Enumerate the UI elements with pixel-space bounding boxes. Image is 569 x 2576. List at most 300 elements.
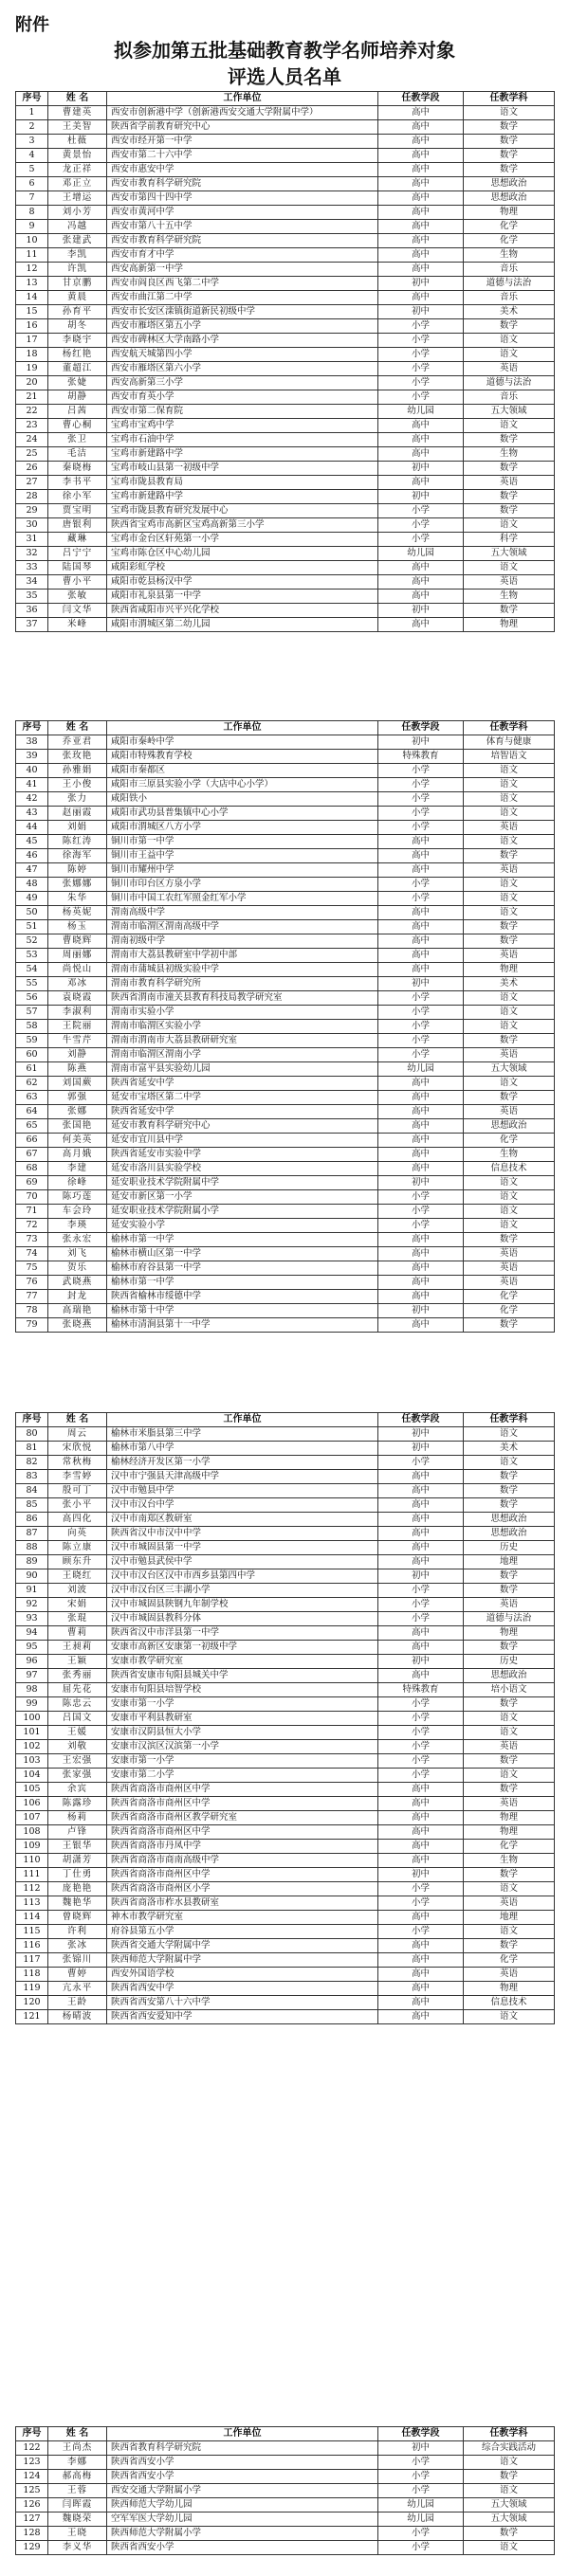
row-number: 44 (16, 821, 48, 835)
work-unit: 汉中市汉台区三丰湖小学 (107, 1584, 378, 1598)
teaching-subject: 英语 (464, 1740, 555, 1754)
person-name: 张家强 (48, 1769, 107, 1783)
teaching-stage: 高中 (378, 263, 464, 277)
row-number: 107 (16, 1811, 48, 1825)
work-unit: 咸阳彩虹学校 (107, 561, 378, 575)
table-row (16, 821, 555, 835)
teaching-subject: 化学 (464, 1953, 555, 1968)
teaching-stage: 初中 (378, 1176, 464, 1190)
teaching-stage: 高中 (378, 1484, 464, 1498)
work-unit: 神木市教学研究室 (107, 1911, 378, 1925)
teaching-stage: 小学 (378, 1598, 464, 1612)
teaching-subject: 物理 (464, 1825, 555, 1840)
work-unit: 陕西省延安中学 (107, 1105, 378, 1119)
teaching-stage: 高中 (378, 1825, 464, 1840)
table-row (16, 1939, 555, 1953)
work-unit: 西安市碑林区大学南路小学 (107, 334, 378, 348)
teaching-stage: 特殊教育 (378, 1683, 464, 1697)
teaching-stage: 高中 (378, 618, 464, 632)
table-row (16, 604, 555, 618)
work-unit: 陕西省西安小学 (107, 2541, 378, 2555)
table-row (16, 334, 555, 348)
table-row (16, 1541, 555, 1555)
person-name: 陈立康 (48, 1541, 107, 1555)
row-number: 83 (16, 1470, 48, 1484)
table-row (16, 906, 555, 920)
teaching-stage: 幼儿园 (378, 547, 464, 561)
person-name: 王媛 (48, 1726, 107, 1740)
teaching-stage: 小学 (378, 807, 464, 821)
row-number: 17 (16, 334, 48, 348)
row-number: 112 (16, 1882, 48, 1896)
table-row (16, 1896, 555, 1911)
teaching-subject: 英语 (464, 1105, 555, 1119)
teaching-subject: 数学 (464, 319, 555, 334)
teaching-stage: 小学 (378, 1726, 464, 1740)
table-row (16, 1119, 555, 1134)
work-unit: 咸阳市特殊教育学校 (107, 750, 378, 764)
teaching-subject: 数学 (464, 1783, 555, 1797)
work-unit: 延安市洛川县实验学校 (107, 1162, 378, 1176)
teaching-stage: 高中 (378, 1105, 464, 1119)
row-number: 3 (16, 135, 48, 149)
teaching-subject: 物理 (464, 618, 555, 632)
teaching-subject: 数学 (464, 120, 555, 135)
work-unit: 陕西省渭南市潼关县教育科技局教学研究室 (107, 991, 378, 1006)
teaching-subject: 数学 (464, 1034, 555, 1048)
teaching-subject: 五大领域 (464, 405, 555, 419)
work-unit: 渭南市教育科学研究所 (107, 977, 378, 991)
teaching-stage: 小学 (378, 533, 464, 547)
row-number: 6 (16, 177, 48, 191)
table-row (16, 1968, 555, 1982)
teaching-subject: 美术 (464, 1442, 555, 1456)
table-row (16, 1498, 555, 1513)
teaching-stage: 初中 (378, 462, 464, 476)
work-unit: 安康市第一小学 (107, 1754, 378, 1769)
person-name: 陈忠云 (48, 1697, 107, 1712)
table-row (16, 561, 555, 575)
work-unit: 渭南初级中学 (107, 934, 378, 949)
work-unit: 渭南市实验小学 (107, 1006, 378, 1020)
work-unit: 陕西省安康市旬阳县城关中学 (107, 1669, 378, 1683)
row-number: 18 (16, 348, 48, 362)
person-name: 尚悦山 (48, 963, 107, 977)
teaching-stage: 高中 (378, 1077, 464, 1091)
teaching-stage: 小学 (378, 1020, 464, 1034)
work-unit: 府谷县第五小学 (107, 1925, 378, 1939)
teaching-stage: 高中 (378, 1996, 464, 2010)
teaching-stage: 小学 (378, 821, 464, 835)
table-row (16, 1219, 555, 1233)
work-unit: 延安实验小学 (107, 1219, 378, 1233)
teaching-subject: 语文 (464, 1712, 555, 1726)
row-number: 105 (16, 1783, 48, 1797)
work-unit: 西安市第二十六中学 (107, 149, 378, 163)
teaching-stage: 小学 (378, 1754, 464, 1769)
teaching-stage: 高中 (378, 1276, 464, 1290)
row-number: 73 (16, 1233, 48, 1247)
row-number: 22 (16, 405, 48, 419)
table-row (16, 1825, 555, 1840)
person-name: 亢永平 (48, 1982, 107, 1996)
table-row (16, 1048, 555, 1062)
teaching-stage: 高中 (378, 163, 464, 177)
person-name: 张建武 (48, 234, 107, 248)
teaching-stage: 高中 (378, 949, 464, 963)
table-row (16, 1569, 555, 1584)
person-name: 王蓉 (48, 2484, 107, 2498)
row-number: 63 (16, 1091, 48, 1105)
row-number: 8 (16, 206, 48, 220)
person-name: 曹小平 (48, 575, 107, 590)
work-unit: 西安交通大学附属小学 (107, 2484, 378, 2498)
row-number: 7 (16, 191, 48, 206)
teaching-subject: 生物 (464, 248, 555, 263)
teaching-subject: 化学 (464, 1290, 555, 1304)
row-number: 53 (16, 949, 48, 963)
row-number: 65 (16, 1119, 48, 1134)
row-number: 104 (16, 1769, 48, 1783)
person-name: 刘敬 (48, 1740, 107, 1754)
header-stage: 任教学段 (378, 92, 464, 106)
teaching-subject: 语文 (464, 518, 555, 533)
work-unit: 安康市汉滨区汉滨第一小学 (107, 1740, 378, 1754)
row-number: 91 (16, 1584, 48, 1598)
row-number: 100 (16, 1712, 48, 1726)
person-name: 张秀丽 (48, 1669, 107, 1683)
teaching-stage: 幼儿园 (378, 2498, 464, 2513)
teaching-subject: 数学 (464, 1484, 555, 1498)
row-number: 39 (16, 750, 48, 764)
row-number: 36 (16, 604, 48, 618)
teaching-subject: 英语 (464, 1968, 555, 1982)
table-row (16, 1683, 555, 1697)
name-list-table-1 (15, 91, 555, 632)
row-number: 15 (16, 305, 48, 319)
person-name: 杨玉 (48, 920, 107, 934)
row-number: 10 (16, 234, 48, 248)
person-name: 王龄 (48, 1996, 107, 2010)
teaching-subject: 语文 (464, 334, 555, 348)
teaching-subject: 数学 (464, 149, 555, 163)
person-name: 许凯 (48, 263, 107, 277)
teaching-stage: 高中 (378, 1939, 464, 1953)
teaching-subject: 数学 (464, 1584, 555, 1598)
teaching-subject: 英语 (464, 575, 555, 590)
work-unit: 榆林市清涧县第十一中学 (107, 1318, 378, 1333)
teaching-stage: 高中 (378, 476, 464, 490)
table-row (16, 1247, 555, 1261)
row-number: 29 (16, 504, 48, 518)
teaching-subject: 语文 (464, 764, 555, 778)
row-number: 89 (16, 1555, 48, 1569)
teaching-subject: 英语 (464, 1276, 555, 1290)
teaching-stage: 高中 (378, 1911, 464, 1925)
teaching-subject: 英语 (464, 1247, 555, 1261)
table-row (16, 490, 555, 504)
table-row (16, 1062, 555, 1077)
row-number: 127 (16, 2513, 48, 2527)
table-row (16, 1105, 555, 1119)
row-number: 101 (16, 1726, 48, 1740)
table-row (16, 234, 555, 248)
work-unit: 咸阳市秦岭中学 (107, 735, 378, 750)
person-name: 曹心桐 (48, 419, 107, 433)
header-unit: 工作单位 (107, 721, 378, 735)
row-number: 119 (16, 1982, 48, 1996)
teaching-subject: 科学 (464, 533, 555, 547)
row-number: 77 (16, 1290, 48, 1304)
row-number: 123 (16, 2456, 48, 2470)
table-row (16, 1769, 555, 1783)
work-unit: 陕西省交通大学附属中学 (107, 1939, 378, 1953)
teaching-subject: 五大领域 (464, 1062, 555, 1077)
teaching-stage: 幼儿园 (378, 405, 464, 419)
table-row (16, 1484, 555, 1498)
table-row (16, 1754, 555, 1769)
table-row (16, 2513, 555, 2527)
table-row (16, 163, 555, 177)
row-number: 70 (16, 1190, 48, 1205)
work-unit: 榆林市第十中学 (107, 1304, 378, 1318)
teaching-subject: 数学 (464, 1697, 555, 1712)
table-row (16, 792, 555, 807)
work-unit: 渭南市临渭区实验小学 (107, 1020, 378, 1034)
teaching-stage: 高中 (378, 433, 464, 447)
row-number: 68 (16, 1162, 48, 1176)
teaching-stage: 高中 (378, 1626, 464, 1641)
row-number: 4 (16, 149, 48, 163)
work-unit: 陕西省汉中市洋县第一中学 (107, 1626, 378, 1641)
teaching-subject: 物理 (464, 1982, 555, 1996)
row-number: 108 (16, 1825, 48, 1840)
teaching-subject: 生物 (464, 590, 555, 604)
person-name: 王小俊 (48, 778, 107, 792)
work-unit: 汉中市城固县陕钢九年制学校 (107, 1598, 378, 1612)
row-number: 51 (16, 920, 48, 934)
table-row (16, 106, 555, 120)
person-name: 袁晓霞 (48, 991, 107, 1006)
teaching-subject: 英语 (464, 949, 555, 963)
teaching-stage: 小学 (378, 778, 464, 792)
teaching-subject: 物理 (464, 206, 555, 220)
teaching-stage: 初中 (378, 2441, 464, 2456)
attachment-label: 附件 (15, 15, 49, 35)
person-name: 吕宁宁 (48, 547, 107, 561)
row-number: 11 (16, 248, 48, 263)
person-name: 郝高梅 (48, 2470, 107, 2484)
teaching-subject: 英语 (464, 1797, 555, 1811)
person-name: 吕茜 (48, 405, 107, 419)
teaching-subject: 英语 (464, 1048, 555, 1062)
work-unit: 渭南高级中学 (107, 906, 378, 920)
teaching-stage: 高中 (378, 863, 464, 878)
teaching-subject: 生物 (464, 1854, 555, 1868)
person-name: 余宾 (48, 1783, 107, 1797)
person-name: 向英 (48, 1527, 107, 1541)
table-row (16, 419, 555, 433)
header-unit: 工作单位 (107, 2427, 378, 2441)
teaching-stage: 高中 (378, 920, 464, 934)
teaching-subject: 语文 (464, 106, 555, 120)
row-number: 80 (16, 1427, 48, 1442)
teaching-subject: 物理 (464, 1626, 555, 1641)
person-name: 黄晨 (48, 291, 107, 305)
person-name: 杜薇 (48, 135, 107, 149)
work-unit: 西安航天城第四小学 (107, 348, 378, 362)
work-unit: 延安市教育科学研究中心 (107, 1119, 378, 1134)
table-row (16, 1868, 555, 1882)
teaching-stage: 小学 (378, 764, 464, 778)
person-name: 封龙 (48, 1290, 107, 1304)
teaching-stage: 小学 (378, 1219, 464, 1233)
teaching-subject: 英语 (464, 362, 555, 376)
table-row (16, 1162, 555, 1176)
person-name: 毛洁 (48, 447, 107, 462)
row-number: 12 (16, 263, 48, 277)
teaching-stage: 高中 (378, 1953, 464, 1968)
teaching-stage: 小学 (378, 2484, 464, 2498)
header-unit: 工作单位 (107, 1413, 378, 1427)
table-row (16, 1304, 555, 1318)
teaching-stage: 小学 (378, 991, 464, 1006)
row-number: 40 (16, 764, 48, 778)
work-unit: 渭南市富平县实验幼儿园 (107, 1062, 378, 1077)
person-name: 孙育平 (48, 305, 107, 319)
row-number: 25 (16, 447, 48, 462)
row-number: 16 (16, 319, 48, 334)
teaching-subject: 语文 (464, 1020, 555, 1034)
row-number: 33 (16, 561, 48, 575)
work-unit: 西安市惠安中学 (107, 163, 378, 177)
work-unit: 咸阳市渭城区八方小学 (107, 821, 378, 835)
row-number: 64 (16, 1105, 48, 1119)
work-unit: 汉中市汉台区汉中市西乡县第四中学 (107, 1569, 378, 1584)
teaching-stage: 高中 (378, 1669, 464, 1683)
row-number: 23 (16, 419, 48, 433)
person-name: 许利 (48, 1925, 107, 1939)
teaching-subject: 语文 (464, 1077, 555, 1091)
row-number: 102 (16, 1740, 48, 1754)
teaching-subject: 英语 (464, 821, 555, 835)
teaching-stage: 高中 (378, 1527, 464, 1541)
person-name: 车会玲 (48, 1205, 107, 1219)
row-number: 92 (16, 1598, 48, 1612)
table-row (16, 149, 555, 163)
teaching-stage: 高中 (378, 1148, 464, 1162)
teaching-stage: 初中 (378, 604, 464, 618)
teaching-stage: 高中 (378, 120, 464, 135)
person-name: 陆国琴 (48, 561, 107, 575)
teaching-subject: 道德与法治 (464, 277, 555, 291)
work-unit: 咸阳市渭城区第二幼儿园 (107, 618, 378, 632)
work-unit: 宝鸡市陈仓区中心幼儿园 (107, 547, 378, 561)
teaching-subject: 信息技术 (464, 1996, 555, 2010)
table-header-row (16, 92, 555, 106)
person-name: 甘京鹏 (48, 277, 107, 291)
work-unit: 铜川市第一中学 (107, 835, 378, 849)
person-name: 王银华 (48, 1840, 107, 1854)
teaching-stage: 小学 (378, 390, 464, 405)
work-unit: 陕西省商洛市柞水县教研室 (107, 1896, 378, 1911)
work-unit: 陕西省西安中学 (107, 1982, 378, 1996)
work-unit: 西安市第二保育院 (107, 405, 378, 419)
person-name: 冯越 (48, 220, 107, 234)
table-header-row (16, 1413, 555, 1427)
row-number: 69 (16, 1176, 48, 1190)
person-name: 李雪婷 (48, 1470, 107, 1484)
person-name: 王晓红 (48, 1569, 107, 1584)
teaching-stage: 初中 (378, 1427, 464, 1442)
table-row (16, 1925, 555, 1939)
work-unit: 汉中市宁强县天津高级中学 (107, 1470, 378, 1484)
row-number: 30 (16, 518, 48, 533)
table-row (16, 575, 555, 590)
work-unit: 陕西省延安市实验中学 (107, 1148, 378, 1162)
table-row (16, 618, 555, 632)
work-unit: 陕西省延安中学 (107, 1077, 378, 1091)
row-number: 38 (16, 735, 48, 750)
teaching-stage: 高中 (378, 1470, 464, 1484)
work-unit: 陕西省商洛市商州区中学 (107, 1825, 378, 1840)
teaching-subject: 思想政治 (464, 177, 555, 191)
teaching-stage: 初中 (378, 977, 464, 991)
row-number: 31 (16, 533, 48, 547)
table-row (16, 533, 555, 547)
work-unit: 西安市教育科学研究院 (107, 177, 378, 191)
table-row (16, 764, 555, 778)
teaching-subject: 英语 (464, 863, 555, 878)
table-row (16, 2441, 555, 2456)
work-unit: 西安市雁塔区第五小学 (107, 319, 378, 334)
teaching-subject: 音乐 (464, 263, 555, 277)
teaching-subject: 语文 (464, 1205, 555, 1219)
person-name: 刘飞 (48, 1247, 107, 1261)
work-unit: 渭南市临渭区渭南小学 (107, 1048, 378, 1062)
teaching-subject: 地理 (464, 1555, 555, 1569)
teaching-subject: 数学 (464, 1318, 555, 1333)
header-no: 序号 (16, 1413, 48, 1427)
row-number: 75 (16, 1261, 48, 1276)
person-name: 陈婷 (48, 863, 107, 878)
table-row (16, 1134, 555, 1148)
teaching-stage: 小学 (378, 2527, 464, 2541)
row-number: 114 (16, 1911, 48, 1925)
teaching-subject: 综合实践活动 (464, 2441, 555, 2456)
work-unit: 陕西省商洛市商州区中学 (107, 1797, 378, 1811)
row-number: 126 (16, 2498, 48, 2513)
teaching-subject: 历史 (464, 1655, 555, 1669)
teaching-subject: 语文 (464, 792, 555, 807)
teaching-subject: 生物 (464, 1148, 555, 1162)
person-name: 胡冬 (48, 319, 107, 334)
work-unit: 咸阳市武功县普集镇中心小学 (107, 807, 378, 821)
work-unit: 宝鸡市陇县教育研究发展中心 (107, 504, 378, 518)
row-number: 45 (16, 835, 48, 849)
work-unit: 安康市第一小学 (107, 1697, 378, 1712)
teaching-subject: 语文 (464, 1456, 555, 1470)
table-row (16, 348, 555, 362)
row-number: 85 (16, 1498, 48, 1513)
teaching-subject: 数学 (464, 2527, 555, 2541)
work-unit: 陕西省商洛市商南高级中学 (107, 1854, 378, 1868)
table-row (16, 949, 555, 963)
table-row (16, 1190, 555, 1205)
row-number: 84 (16, 1484, 48, 1498)
teaching-stage: 高中 (378, 106, 464, 120)
person-name: 魏晓荣 (48, 2513, 107, 2527)
